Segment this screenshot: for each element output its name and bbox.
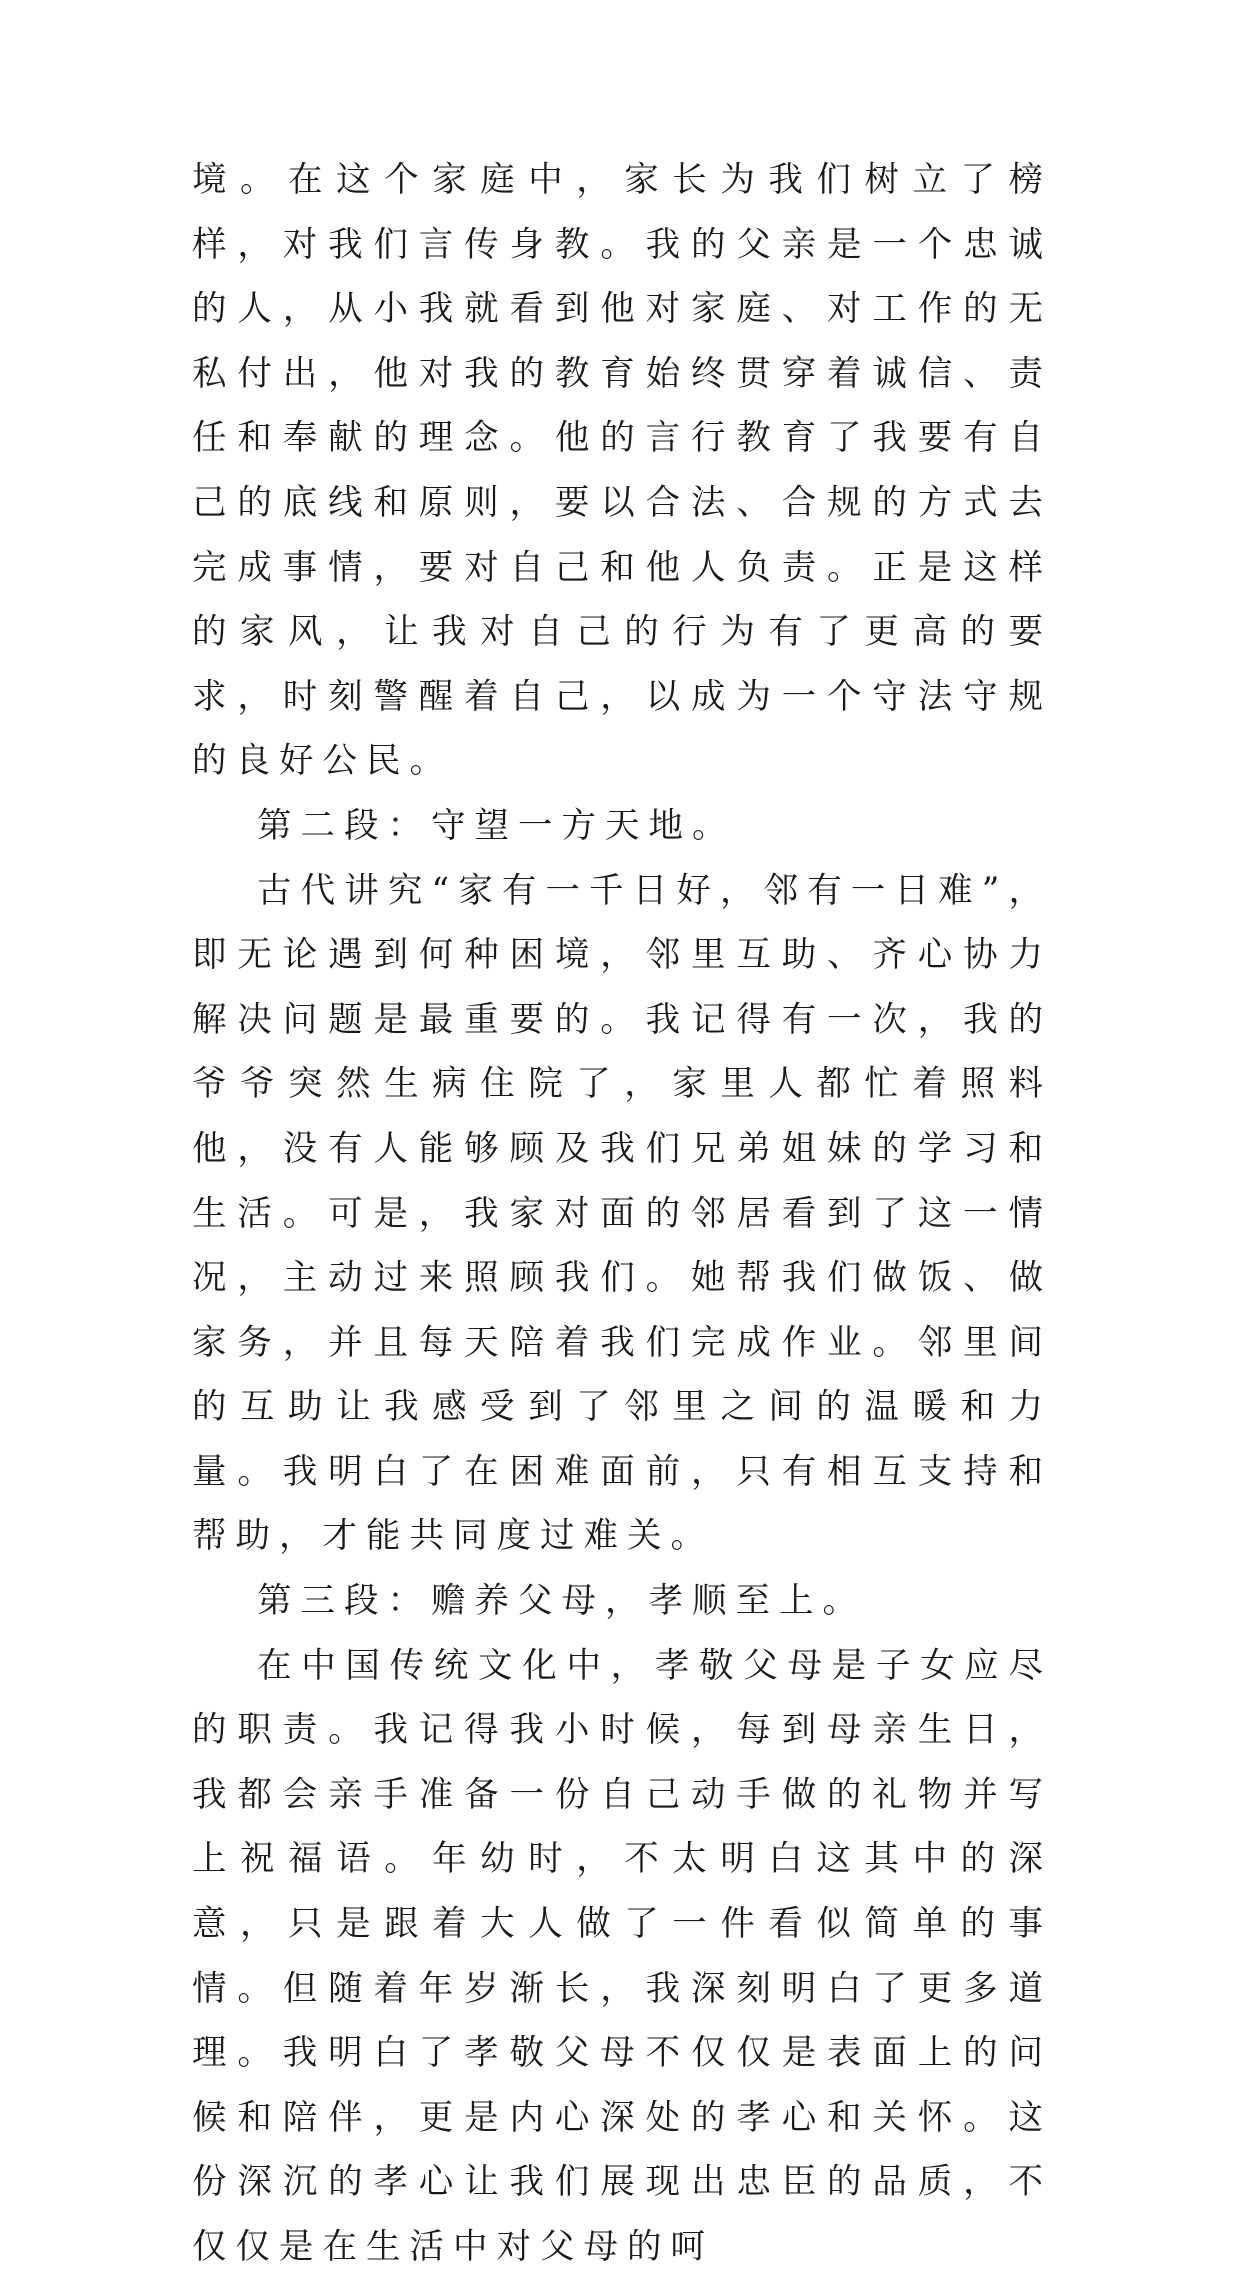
paragraph-neighbors: 古代讲究“家有一千日好，邻有一日难”，即无论遇到何种困境，邻里互助、齐心协力解决问题是最重要的。我记得有一次，我的爷爷突然生病住院了，家里人都忙着照料他，没有人能够顾及我们兄弟姐妹的学习和生活。可是，我家对面的邻居看到了这一情况，主动过来照顾我们。她帮我们做饭、做家务，并且每天陪着我们完成作业。邻里间的互助让我感受到了邻里之间的温暖和力量。我明白了在困难面前，只有相互支持和帮助，才能共同度过难关。 bbox=[192, 870, 1052, 1557]
section-heading-2: 第二段：守望一方天地。 bbox=[257, 805, 736, 846]
paragraph-family-values: 境。在这个家庭中，家长为我们树立了榜样，对我们言传身教。我的父亲是一个忠诚的人，从小我就看到他对家庭、对工作的无私付出，他对我的教育始终贯穿着诚信、责任和奉献的理念。他的言行教育了我要有自己的底线和原则，要以合法、合规的方式去完成事情，要对自己和他人负责。正是这样的家风，让我对自己的行为有了更高的要求，时刻警醒着自己，以成为一个守法守规的良好公民。 bbox=[192, 160, 1052, 782]
paragraph-filial-piety: 在中国传统文化中，孝敬父母是子女应尽的职责。我记得我小时候，每到母亲生日，我都会亲手准备一份自己动手做的礼物并写上祝福语。年幼时，不太明白这其中的深意，只是跟着大人做了一件看似简单的事情。但随着年岁渐长，我深刻明白了更多道理。我明白了孝敬父母不仅仅是表面上的问候和陪伴，更是内心深处的孝心和关怀。这份深沉的孝心让我们展现出忠臣的品质，不仅仅是在生活中对父母的呵 bbox=[192, 1645, 1052, 2267]
document-page bbox=[192, 148, 1052, 2280]
section-heading-3: 第三段：赡养父母，孝顺至上。 bbox=[257, 1581, 866, 1622]
